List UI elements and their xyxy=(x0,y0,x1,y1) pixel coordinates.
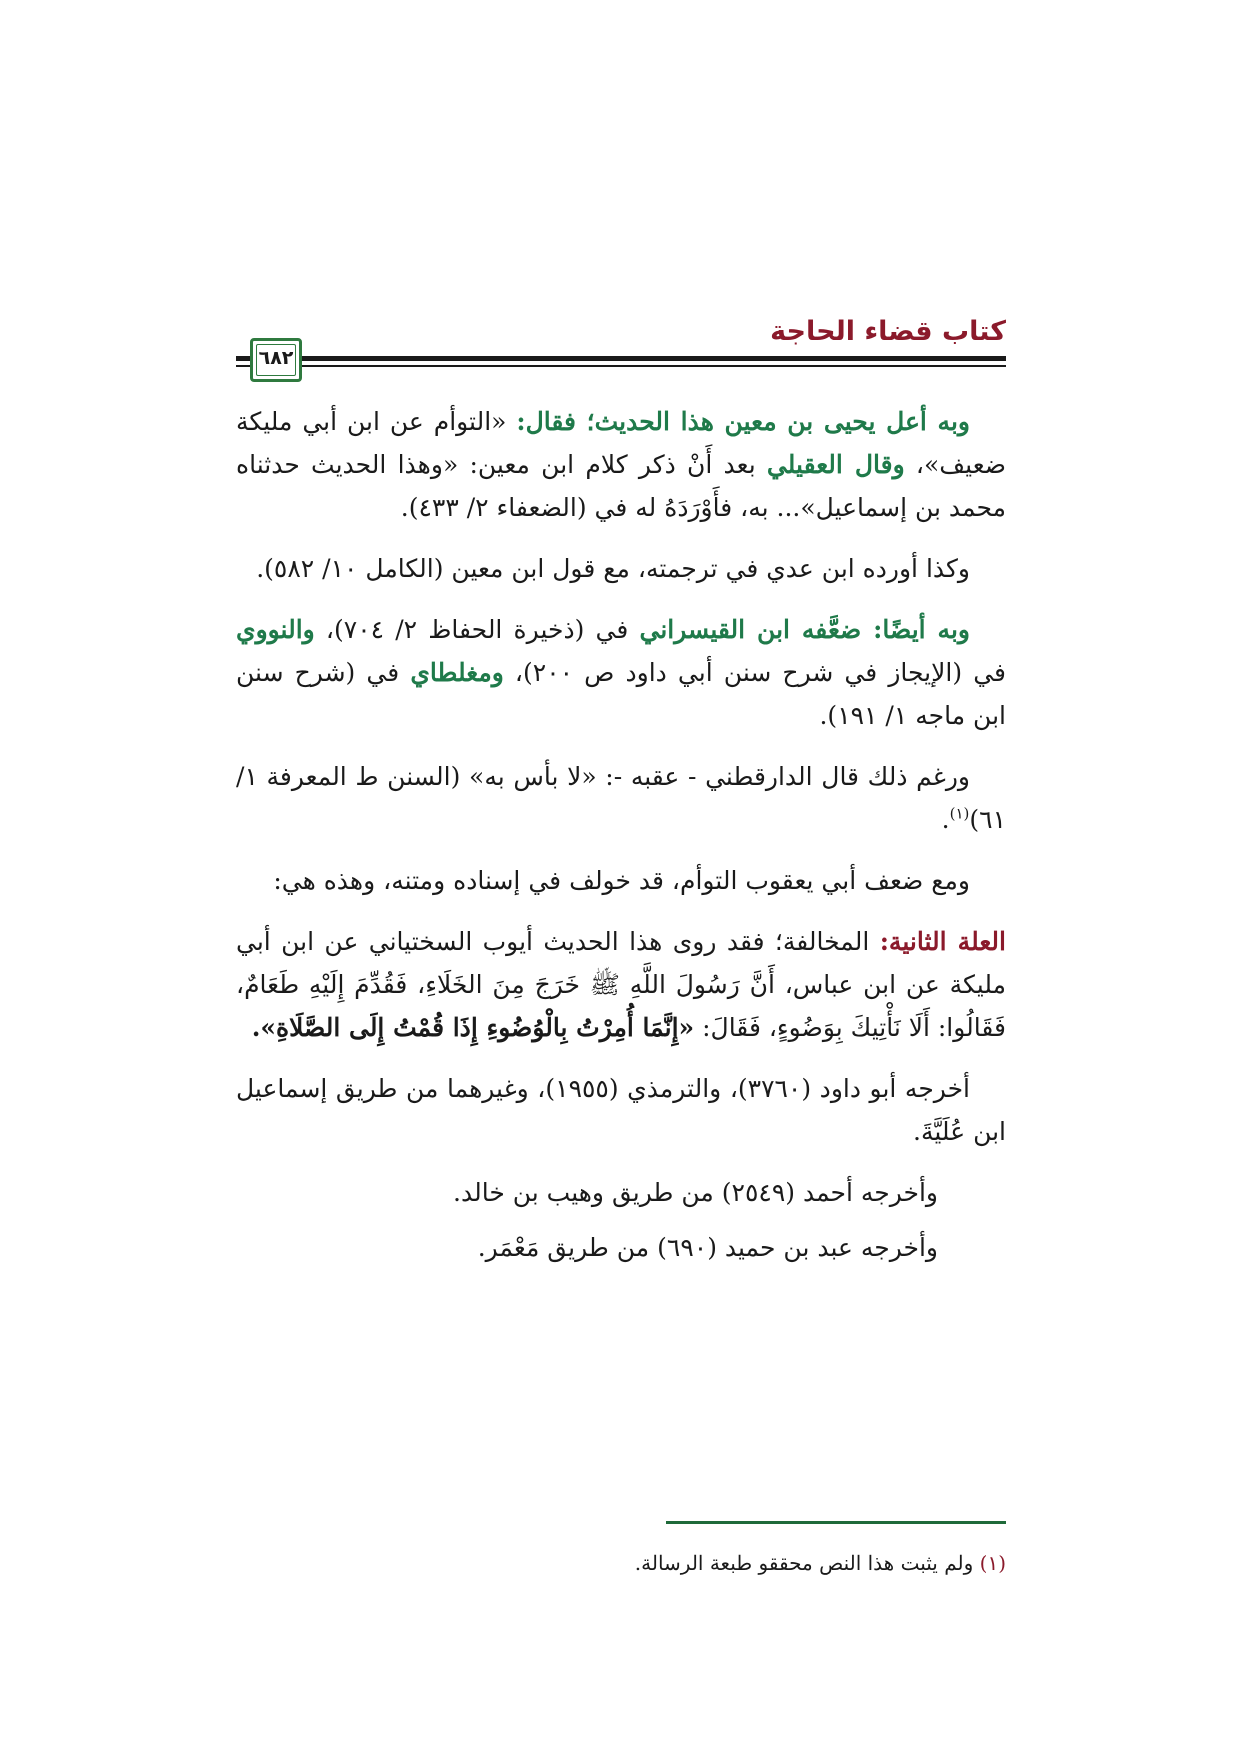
header-rule-thick xyxy=(302,356,1006,361)
paragraph-9: وأخرجه عبد بن حميد (٦٩٠) من طريق مَعْمَر. xyxy=(477,1233,938,1262)
footnote-separator xyxy=(666,1521,1006,1524)
narrator-name: والنووي xyxy=(236,615,315,644)
text-run: في (شرح سنن ابن ماجه ١/ ١٩١). xyxy=(236,658,1006,730)
narrator-name: ومغلطاي xyxy=(410,658,504,687)
text-run: في (الإيجاز في شرح سنن أبي داود ص ٢٠٠)، xyxy=(503,658,1006,687)
header-rule-thin xyxy=(302,365,1006,367)
paragraph-4 xyxy=(236,755,1006,841)
header-rule-left-thin xyxy=(236,365,250,367)
hadith-quote: «إِنَّمَا أُمِرْتُ بِالْوُضُوءِ إِذَا قُمْتُ إِلَى الصَّلَاةِ». xyxy=(251,1013,695,1042)
section-heading: العلة الثانية: xyxy=(879,927,1006,956)
paragraph-2: وكذا أورده ابن عدي في ترجمته، مع قول ابن معين (الكامل ١٠/ ٥٨٢). xyxy=(256,554,970,583)
paragraph-5: ومع ضعف أبي يعقوب التوأم، قد خولف في إسناده ومتنه، وهذه هي: xyxy=(273,866,970,895)
text-run: بعد أَنْ ذكر كلام ابن معين: «وهذا الحديث حدثناه محمد بن إسماعيل»... به، فأَوْرَدَهُ له في (الضعفاء ٢/ ٤٣٣). xyxy=(236,450,1006,522)
paragraph-8: وأخرجه أحمد (٢٥٤٩) من طريق وهيب بن خالد. xyxy=(453,1178,938,1207)
book-title: كتاب قضاء الحاجة xyxy=(770,316,1006,347)
main-text xyxy=(236,400,1006,1281)
narrator-name: وقال العقيلي xyxy=(766,450,905,479)
footnote-reference[interactable]: (١) xyxy=(949,804,970,823)
text-run: المخالفة؛ فقد روى هذا الحديث أيوب السختياني عن ابن أبي مليكة عن ابن عباس، أَنَّ رَسُولَ اللَّهِ ﷺ خَرَجَ مِنَ الخَلَاءِ، فَقُدِّمَ إِلَيْهِ طَعَامٌ، فَقَالُوا: أَلَا نَأْتِيكَ بِوَضُوءٍ، فَقَالَ: xyxy=(236,927,1006,1042)
text-run: . xyxy=(941,805,950,834)
paragraph-6 xyxy=(236,920,1006,1049)
text-run: في (ذخيرة الحفاظ ٢/ ٧٠٤)، xyxy=(314,615,640,644)
footnote-mark: (١) xyxy=(979,1551,1006,1575)
page-number-frame xyxy=(250,338,302,382)
narrator-note: وبه أيضًا: ضعَّفه ابن القيسراني xyxy=(639,615,970,644)
text-run: «التوأم عن ابن أبي مليكة ضعيف»، xyxy=(236,407,1006,479)
text-run: ورغم ذلك قال الدارقطني - عقبه -: «لا بأس به» (السنن ط المعرفة ١/ ٦١) xyxy=(236,762,1006,834)
paragraph-3 xyxy=(236,608,1006,737)
narrator-note: وبه أعل يحيى بن معين هذا الحديث؛ فقال: xyxy=(516,407,970,436)
footnote-text: ولم يثبت هذا النص محققو طبعة الرسالة. xyxy=(634,1551,980,1575)
page-number: ٦٨٢ xyxy=(258,347,294,369)
footnote-1 xyxy=(236,1548,1006,1578)
paragraph-7: أخرجه أبو داود (٣٧٦٠)، والترمذي (١٩٥٥)، وغيرهما من طريق إسماعيل ابن عُلَيَّةَ. xyxy=(236,1074,1006,1146)
header-rule-left-thick xyxy=(236,356,250,361)
page-header xyxy=(236,316,1006,388)
paragraph-1 xyxy=(236,400,1006,529)
